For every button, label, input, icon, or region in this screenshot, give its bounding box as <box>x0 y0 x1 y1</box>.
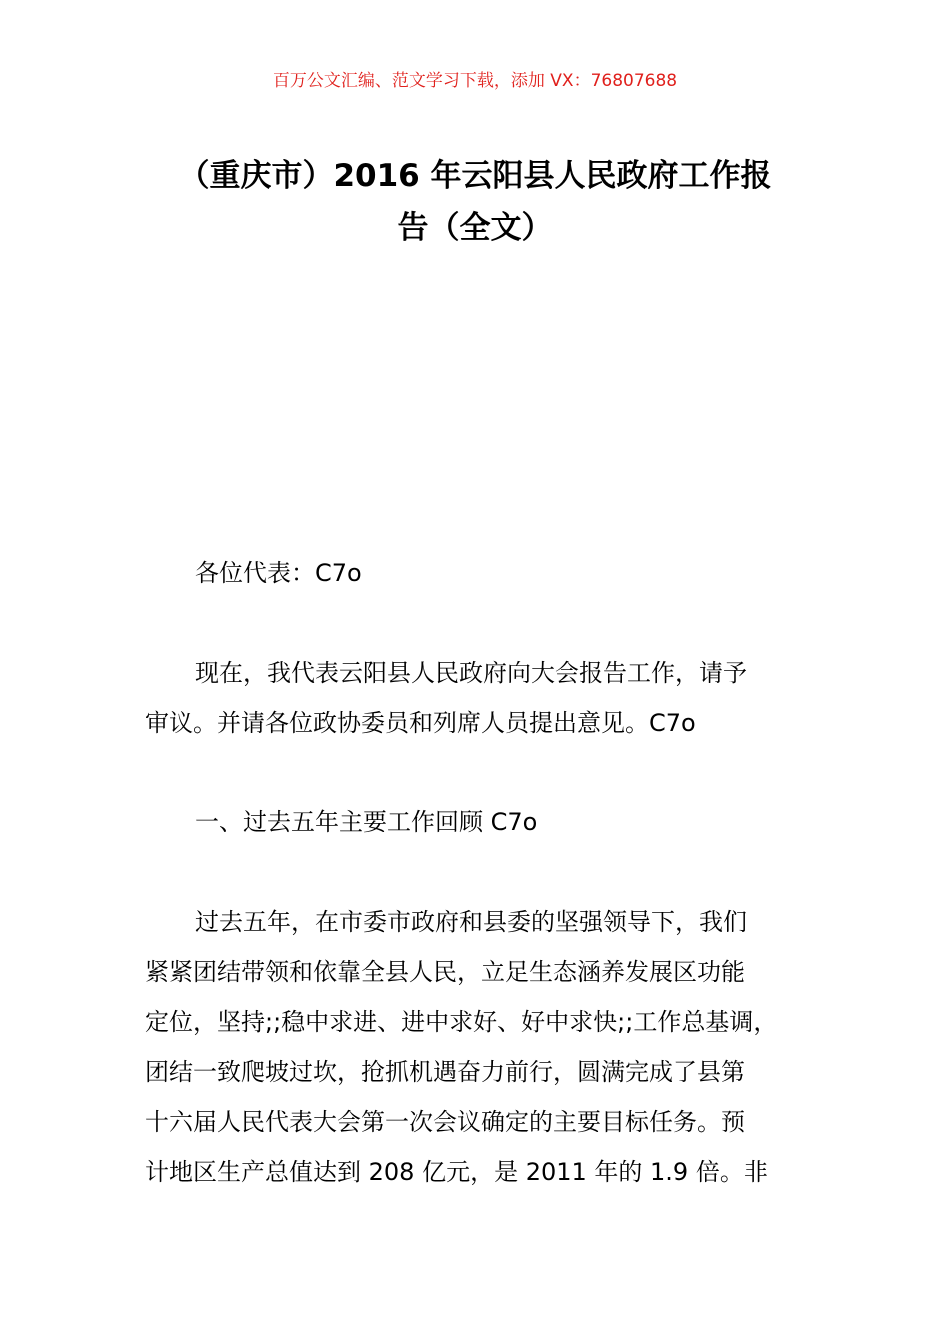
paragraph-salutation <box>145 548 835 598</box>
paragraph-line: 定位，坚持;;稳中求进、进中求好、好中求快;;工作总基调， <box>145 1008 778 1036</box>
title-line-2: 告（全文） <box>397 210 553 246</box>
header-watermark-note: 百万公文汇编、范文学习下载，添加 VX：76807688 <box>272 71 678 91</box>
paragraph-line: 现在，我代表云阳县人民政府向大会报告工作，请予 <box>195 659 747 687</box>
paragraph-line: 紧紧团结带领和依靠全县人民，立足生态涵养发展区功能 <box>145 958 745 986</box>
paragraph-intro <box>145 648 835 748</box>
document-title <box>120 150 830 254</box>
paragraph-line: 审议。并请各位政协委员和列席人员提出意见。C7o <box>145 709 696 737</box>
paragraph-line: 一、过去五年主要工作回顾 C7o <box>195 808 538 836</box>
section-heading-review <box>145 797 835 847</box>
title-line-1: （重庆市）2016 年云阳县人民政府工作报 <box>178 158 772 194</box>
paragraph-review-summary <box>145 897 835 1197</box>
paragraph-line: 各位代表：C7o <box>195 559 362 587</box>
paragraph-line: 过去五年，在市委市政府和县委的坚强领导下，我们 <box>195 908 747 936</box>
paragraph-line: 十六届人民代表大会第一次会议确定的主要目标任务。预 <box>145 1108 745 1136</box>
paragraph-line: 计地区生产总值达到 208 亿元，是 2011 年的 1.9 倍。非 <box>145 1158 768 1186</box>
paragraph-line: 团结一致爬坡过坎，抢抓机遇奋力前行，圆满完成了县第 <box>145 1058 745 1086</box>
